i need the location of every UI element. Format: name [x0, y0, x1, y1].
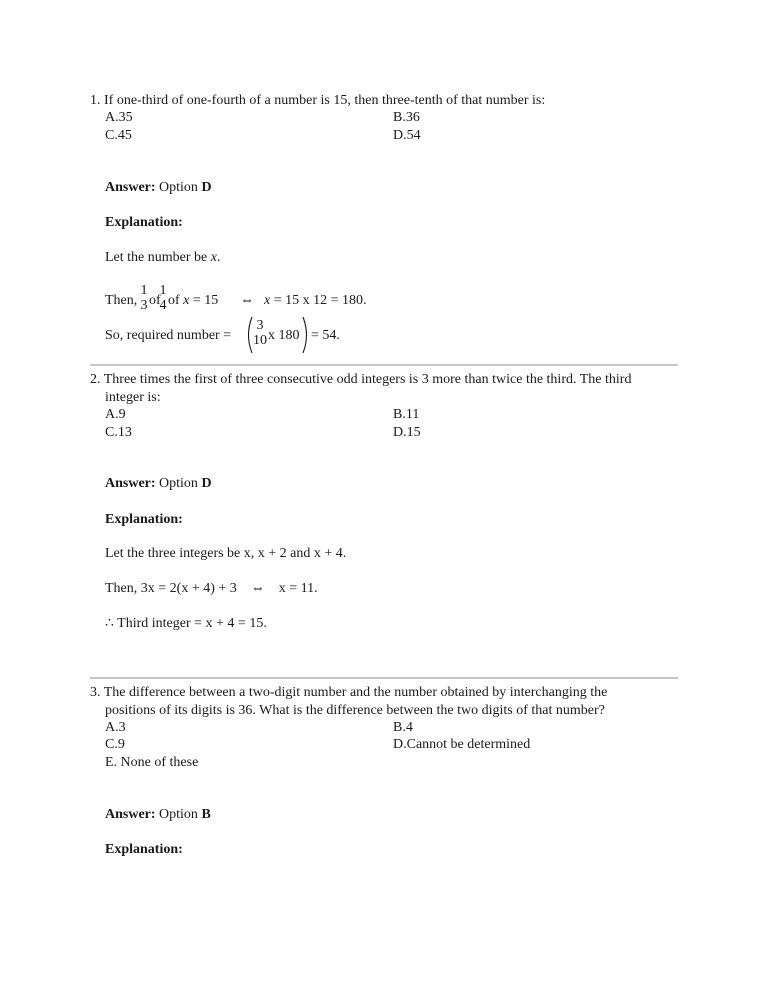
- q1-answer-label: Answer:: [105, 180, 156, 195]
- q2-option-b: B.11: [393, 407, 420, 422]
- q1-frac3-den: 10: [253, 333, 267, 348]
- q1-option-c: C.45: [105, 128, 132, 143]
- q1-of2: of: [168, 293, 184, 308]
- q1-frac2-den: 4: [159, 298, 167, 313]
- q1-frac1-den: 3: [140, 298, 148, 313]
- q1-result: = 54.: [311, 328, 340, 343]
- q3-option-d: D.Cannot be determined: [393, 737, 531, 752]
- q2-answer-value: Option: [159, 476, 198, 491]
- q2-line3: ∴ Third integer = x + 4 = 15.: [105, 616, 267, 631]
- q2-line2: Then, 3x = 2(x + 4) + 3 ⇔ x = 11.: [105, 581, 318, 596]
- q1-answer: [105, 179, 212, 196]
- q3-option-c: C.9: [105, 737, 125, 752]
- q1-explanation-label: Explanation:: [105, 215, 183, 230]
- q3-answer: [105, 806, 211, 823]
- q3-option-b: B.4: [393, 720, 413, 735]
- q2-option-a: A.9: [105, 407, 126, 422]
- q1-answer-option: D: [201, 180, 212, 195]
- q1-question: 1. If one-third of one-fourth of a number is 15, then three-tenth of that number is:: [90, 93, 546, 108]
- q2-answer-option: D: [201, 476, 212, 491]
- q1-frac3-num: 3: [256, 318, 264, 333]
- q3-question-line1: 3. The difference between a two-digit number and the number obtained by interchanging the: [90, 685, 608, 700]
- q1-of-x-eq: [168, 292, 218, 309]
- q3-answer-value: Option: [159, 807, 198, 822]
- q3-question-line2: positions of its digits is 36. What is the difference between the two digits of that number?: [105, 703, 605, 718]
- q3-explanation-label: Explanation:: [105, 842, 183, 857]
- q1-eq15: = 15: [189, 293, 219, 308]
- q1-x-var: x: [183, 293, 190, 308]
- q1-x-var2: x: [264, 293, 271, 308]
- q2-question-line2: integer is:: [105, 390, 161, 405]
- q2-answer: [105, 475, 212, 492]
- q3-answer-option: B: [201, 807, 211, 822]
- q1-right-paren: [301, 316, 311, 354]
- q1-frac-three-tenths: [252, 318, 268, 348]
- q2-option-c: C.13: [105, 425, 132, 440]
- q1-option-b: B.36: [393, 110, 420, 125]
- q1-answer-value: Option: [159, 180, 198, 195]
- q2-answer-label: Answer:: [105, 476, 156, 491]
- q1-calc-text: = 15 x 12 = 180.: [270, 293, 367, 308]
- q1-line1: [105, 249, 220, 266]
- divider-1: [90, 364, 678, 366]
- q2-question-line1: 2. Three times the first of three consecutive odd integers is 3 more than twice the third. The third: [90, 372, 632, 387]
- q2-option-d: D.15: [393, 425, 421, 440]
- q1-line1-text: Let the number be: [105, 250, 211, 265]
- q1-of1: of: [149, 293, 161, 308]
- q3-answer-label: Answer:: [105, 807, 156, 822]
- q1-line1-var: x: [210, 250, 217, 265]
- divider-2: [90, 677, 678, 679]
- q1-equivalence-arrow: ⇔: [240, 293, 254, 308]
- q1-frac1-num: 1: [140, 283, 148, 298]
- q1-so-label: So, required number =: [105, 328, 232, 343]
- q1-line1-post: .: [216, 250, 221, 265]
- q1-calc: [264, 292, 367, 309]
- q1-times-180: x 180: [268, 328, 300, 343]
- q2-explanation-label: Explanation:: [105, 512, 183, 527]
- q1-option-d: D.54: [393, 128, 421, 143]
- q1-option-a: A.35: [105, 110, 133, 125]
- q1-then-label: Then,: [105, 293, 138, 308]
- q3-option-e: E. None of these: [105, 755, 199, 770]
- q2-line1: Let the three integers be x, x + 2 and x + 4.: [105, 546, 347, 561]
- q1-frac2-num: 1: [159, 283, 167, 298]
- q3-option-a: A.3: [105, 720, 126, 735]
